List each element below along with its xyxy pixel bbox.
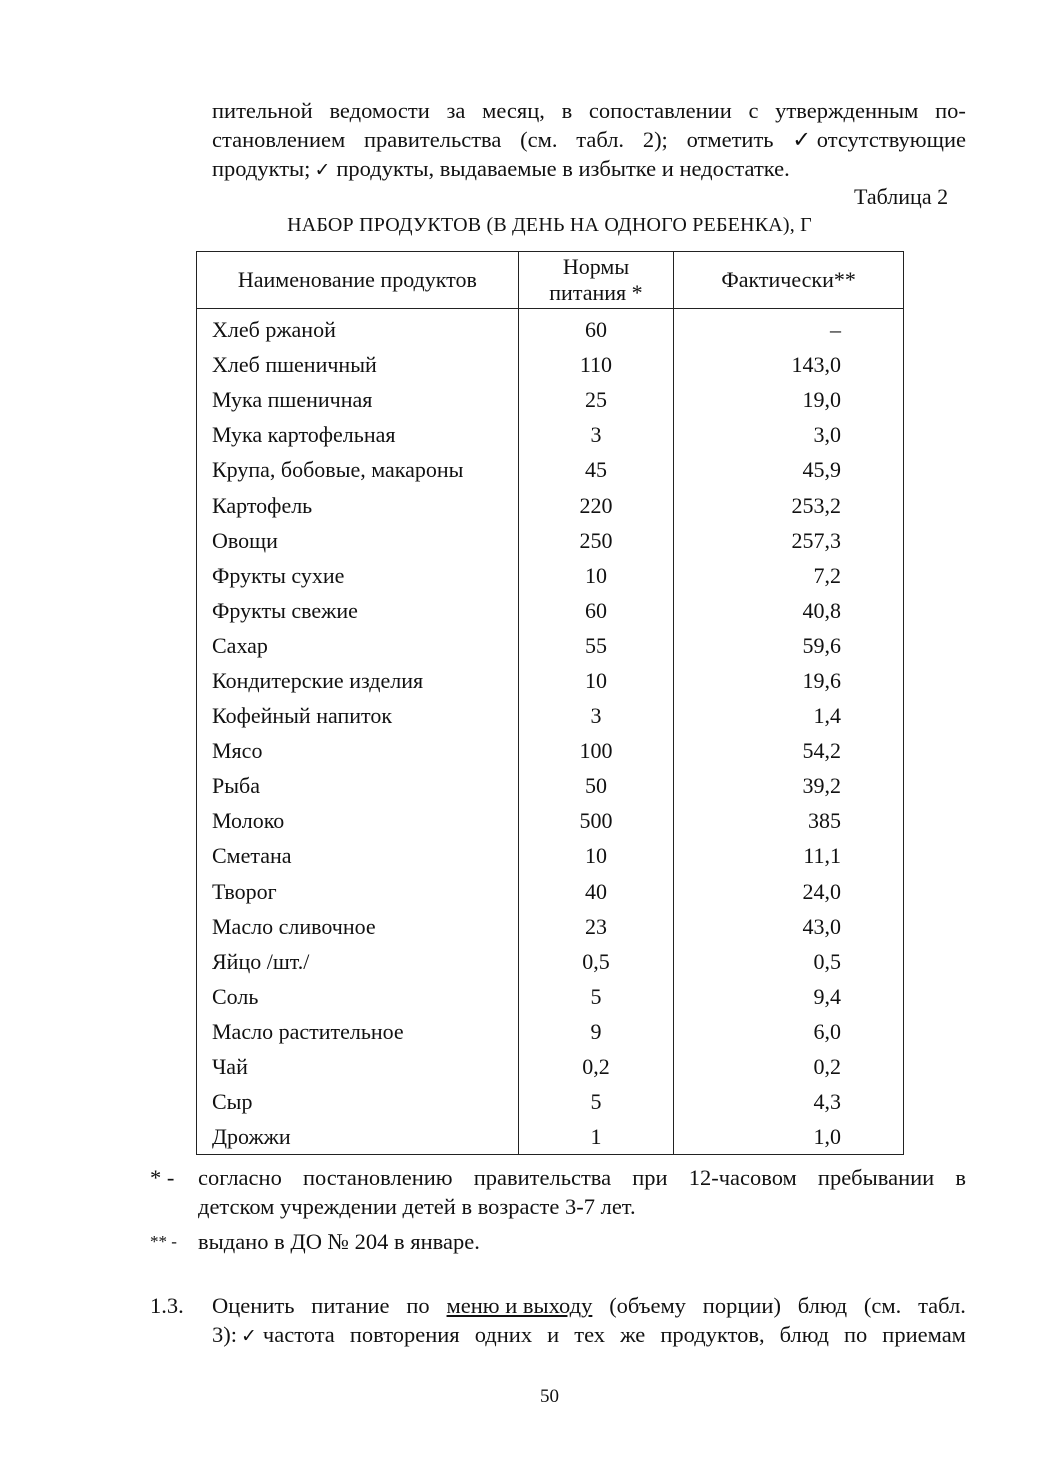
checkmark-icon: ✓ bbox=[314, 159, 331, 181]
cell-actual: 19,6 bbox=[802, 667, 841, 693]
cell-product-name: Сметана bbox=[197, 838, 519, 873]
cell-actual: 43,0 bbox=[802, 913, 841, 939]
cell-norm: 9 bbox=[518, 1014, 673, 1049]
cell-norm: 25 bbox=[518, 382, 673, 417]
cell-product-name: Дрожжи bbox=[197, 1119, 519, 1155]
cell-product-name: Мука картофельная bbox=[197, 417, 519, 452]
intro-line-1-word: ведомости bbox=[329, 98, 430, 123]
table-row bbox=[197, 1014, 904, 1049]
intro-line-1-word: сопоставлении bbox=[588, 98, 732, 123]
cell-product-name: Фрукты свежие bbox=[197, 593, 519, 628]
intro-line-1-word: с bbox=[748, 98, 759, 123]
section-line-2-word: продуктов, bbox=[660, 1322, 765, 1347]
table-row bbox=[197, 909, 904, 944]
intro-line-2-word: 2); bbox=[642, 127, 668, 152]
cell-product-name: Кофейный напиток bbox=[197, 698, 519, 733]
table-body bbox=[197, 309, 904, 1155]
cell-actual: 0,2 bbox=[813, 1054, 841, 1080]
cell-norm: 5 bbox=[518, 1084, 673, 1119]
footnote-1-line-2: детском учреждении детей в возрасте 3-7 лет. bbox=[198, 1194, 636, 1219]
intro-line-3 bbox=[212, 154, 966, 185]
section-line-2-word: по bbox=[843, 1322, 868, 1347]
footnote-1 bbox=[150, 1163, 966, 1221]
page-number: 50 bbox=[540, 1386, 559, 1407]
table-label: Таблица 2 bbox=[854, 184, 949, 209]
cell-norm: 40 bbox=[518, 874, 673, 909]
cell-norm: 500 bbox=[518, 803, 673, 838]
cell-actual: 0,5 bbox=[813, 948, 841, 974]
cell-product-name: Хлеб пшеничный bbox=[197, 347, 519, 382]
section-line-2-start bbox=[212, 1320, 335, 1351]
intro-line-2 bbox=[212, 125, 966, 154]
cell-actual: 4,3 bbox=[813, 1089, 841, 1115]
section-line-1-word: (объему bbox=[609, 1293, 686, 1318]
cell-norm: 10 bbox=[518, 838, 673, 873]
table-caption: НАБОР ПРОДУКТОВ (В ДЕНЬ НА ОДНОГО РЕБЕНКА), Г bbox=[287, 214, 812, 236]
intro-line-3-end: продукты, выдаваемые в избытке и недостатке. bbox=[336, 156, 790, 181]
cell-product-name: Крупа, бобовые, макароны bbox=[197, 452, 519, 487]
intro-line-2-word: табл. bbox=[576, 127, 625, 152]
section-line-2-prefix: 3): bbox=[212, 1322, 237, 1347]
footnote-2-mark: ** - bbox=[150, 1232, 177, 1251]
cell-actual: 257,3 bbox=[791, 527, 841, 553]
products-table bbox=[196, 251, 904, 1155]
table-row bbox=[197, 523, 904, 558]
cell-norm: 55 bbox=[518, 628, 673, 663]
table-header-row bbox=[197, 252, 904, 309]
table-row bbox=[197, 979, 904, 1014]
cell-actual: 24,0 bbox=[802, 878, 841, 904]
section-line-1-word: блюд bbox=[797, 1293, 848, 1318]
cell-product-name: Овощи bbox=[197, 523, 519, 558]
cell-norm: 23 bbox=[518, 909, 673, 944]
intro-line-1-word: за bbox=[446, 98, 466, 123]
section-line-2-word: и bbox=[547, 1322, 560, 1347]
cell-product-name: Чай bbox=[197, 1049, 519, 1084]
table-row bbox=[197, 382, 904, 417]
section-line-1-word: питание bbox=[311, 1293, 390, 1318]
header-norm bbox=[518, 252, 673, 309]
section-line-1-word: порции) bbox=[702, 1293, 781, 1318]
intro-line-2-word: правительства bbox=[363, 127, 502, 152]
cell-product-name: Масло растительное bbox=[197, 1014, 519, 1049]
section-line-2-word: тех bbox=[574, 1322, 606, 1347]
cell-actual: 45,9 bbox=[802, 457, 841, 483]
footnote-1-line-1 bbox=[198, 1163, 966, 1192]
cell-norm: 10 bbox=[518, 558, 673, 593]
header-norm-line-2: питания * bbox=[549, 280, 643, 305]
section-underlined-phrase: меню и выходу bbox=[446, 1293, 593, 1318]
cell-actual: 385 bbox=[808, 808, 841, 834]
section-line-2-word: частота bbox=[262, 1322, 335, 1347]
section-line-2-word: же bbox=[620, 1322, 646, 1347]
cell-product-name: Рыба bbox=[197, 768, 519, 803]
section-number: 1.3. bbox=[150, 1293, 184, 1318]
cell-product-name: Мясо bbox=[197, 733, 519, 768]
cell-actual: 143,0 bbox=[791, 352, 841, 378]
cell-actual: 1,4 bbox=[813, 703, 841, 729]
cell-product-name: Сахар bbox=[197, 628, 519, 663]
cell-product-name: Картофель bbox=[197, 487, 519, 522]
table-row bbox=[197, 487, 904, 522]
cell-product-name: Сыр bbox=[197, 1084, 519, 1119]
header-product-name: Наименование продуктов bbox=[197, 252, 519, 309]
intro-line-1 bbox=[212, 96, 966, 125]
cell-norm: 5 bbox=[518, 979, 673, 1014]
cell-actual: 19,0 bbox=[802, 387, 841, 413]
section-line-1-word: табл. bbox=[918, 1293, 966, 1318]
intro-line-2-word: ✓ отсутствующие bbox=[792, 127, 966, 152]
footnote-1-line-1-word: согласно bbox=[198, 1165, 282, 1190]
cell-actual: 11,1 bbox=[803, 843, 841, 869]
intro-line-1-word: пительной bbox=[212, 98, 313, 123]
footnote-1-line-1-word: при bbox=[632, 1165, 668, 1190]
cell-product-name: Кондитерские изделия bbox=[197, 663, 519, 698]
cell-norm: 10 bbox=[518, 663, 673, 698]
cell-norm: 100 bbox=[518, 733, 673, 768]
cell-product-name: Соль bbox=[197, 979, 519, 1014]
section-line-2-word: приемам bbox=[882, 1322, 966, 1347]
cell-norm: 0,2 bbox=[518, 1049, 673, 1084]
intro-line-1-word: месяц, bbox=[482, 98, 545, 123]
table-row bbox=[197, 1119, 904, 1155]
cell-product-name: Масло сливочное bbox=[197, 909, 519, 944]
section-line-2-word: одних bbox=[474, 1322, 533, 1347]
cell-norm: 45 bbox=[518, 452, 673, 487]
table-row bbox=[197, 452, 904, 487]
cell-product-name: Фрукты сухие bbox=[197, 558, 519, 593]
table-row bbox=[197, 944, 904, 979]
cell-norm: 60 bbox=[518, 309, 673, 348]
cell-product-name: Молоко bbox=[197, 803, 519, 838]
footnote-1-line-1-word: постановлению bbox=[302, 1165, 453, 1190]
cell-actual: 54,2 bbox=[802, 738, 841, 764]
table-row bbox=[197, 558, 904, 593]
cell-norm: 60 bbox=[518, 593, 673, 628]
footnote-1-line-1-word: пребывании bbox=[817, 1165, 935, 1190]
table-row bbox=[197, 698, 904, 733]
cell-norm: 0,5 bbox=[518, 944, 673, 979]
section-line-1-word: по bbox=[406, 1293, 430, 1318]
cell-actual: 39,2 bbox=[802, 773, 841, 799]
cell-norm: 250 bbox=[518, 523, 673, 558]
footnote-1-mark: * - bbox=[150, 1165, 175, 1190]
cell-product-name: Творог bbox=[197, 874, 519, 909]
footnote-2-text: выдано в ДО № 204 в январе. bbox=[198, 1229, 480, 1254]
header-actual: Фактически** bbox=[674, 252, 904, 309]
intro-line-2-word: отметить bbox=[686, 127, 774, 152]
cell-norm: 50 bbox=[518, 768, 673, 803]
table-row bbox=[197, 593, 904, 628]
cell-actual: 40,8 bbox=[802, 597, 841, 623]
section-line-2 bbox=[212, 1320, 966, 1351]
table-row bbox=[197, 803, 904, 838]
cell-norm: 220 bbox=[518, 487, 673, 522]
table-row bbox=[197, 347, 904, 382]
table-row bbox=[197, 1084, 904, 1119]
intro-line-1-word: утвержденным bbox=[775, 98, 919, 123]
header-norm-line-1: Нормы bbox=[562, 254, 630, 279]
cell-product-name: Хлеб ржаной bbox=[197, 309, 519, 348]
intro-line-1-word: по- bbox=[935, 98, 966, 123]
table-row bbox=[197, 628, 904, 663]
cell-actual: 1,0 bbox=[813, 1124, 841, 1150]
cell-norm: 3 bbox=[518, 698, 673, 733]
checkmark-icon: ✓ bbox=[241, 1325, 257, 1347]
cell-product-name: Мука пшеничная bbox=[197, 382, 519, 417]
section-line-1-word: Оценить bbox=[212, 1293, 295, 1318]
section-line-2-word: блюд bbox=[779, 1322, 829, 1347]
table-row bbox=[197, 663, 904, 698]
section-text bbox=[212, 1291, 966, 1351]
footnote-1-line-1-word: правительства bbox=[473, 1165, 612, 1190]
footnote-1-text bbox=[198, 1163, 966, 1221]
cell-norm: 110 bbox=[518, 347, 673, 382]
footnote-1-line-1-word: 12-часовом bbox=[688, 1165, 797, 1190]
cell-product-name: Яйцо /шт./ bbox=[197, 944, 519, 979]
cell-actual: 59,6 bbox=[802, 632, 841, 658]
cell-actual: 6,0 bbox=[813, 1018, 841, 1044]
table-row bbox=[197, 768, 904, 803]
cell-actual: 253,2 bbox=[791, 492, 841, 518]
cell-norm: 1 bbox=[518, 1119, 673, 1155]
table-row bbox=[197, 1049, 904, 1084]
cell-actual: 3,0 bbox=[813, 422, 841, 448]
footnote-2 bbox=[150, 1227, 966, 1256]
intro-line-3-start: продукты; bbox=[212, 156, 311, 181]
section-1-3 bbox=[150, 1291, 966, 1351]
intro-paragraph bbox=[212, 96, 966, 185]
table-row bbox=[197, 838, 904, 873]
section-line-1-word: (см. bbox=[863, 1293, 902, 1318]
table-row bbox=[197, 733, 904, 768]
section-line-1 bbox=[212, 1291, 966, 1320]
section-line-2-word: повторения bbox=[349, 1322, 460, 1347]
intro-line-1-word: в bbox=[561, 98, 573, 123]
cell-norm: 3 bbox=[518, 417, 673, 452]
table-row bbox=[197, 874, 904, 909]
footnote-1-line-1-word: в bbox=[955, 1165, 966, 1190]
table-row bbox=[197, 309, 904, 348]
intro-line-2-word: становлением bbox=[212, 127, 346, 152]
cell-actual: – bbox=[830, 317, 841, 343]
cell-actual: 9,4 bbox=[813, 983, 841, 1009]
intro-line-2-word: (см. bbox=[520, 127, 558, 152]
cell-actual: 7,2 bbox=[813, 562, 841, 588]
table-row bbox=[197, 417, 904, 452]
footnotes bbox=[150, 1163, 966, 1256]
